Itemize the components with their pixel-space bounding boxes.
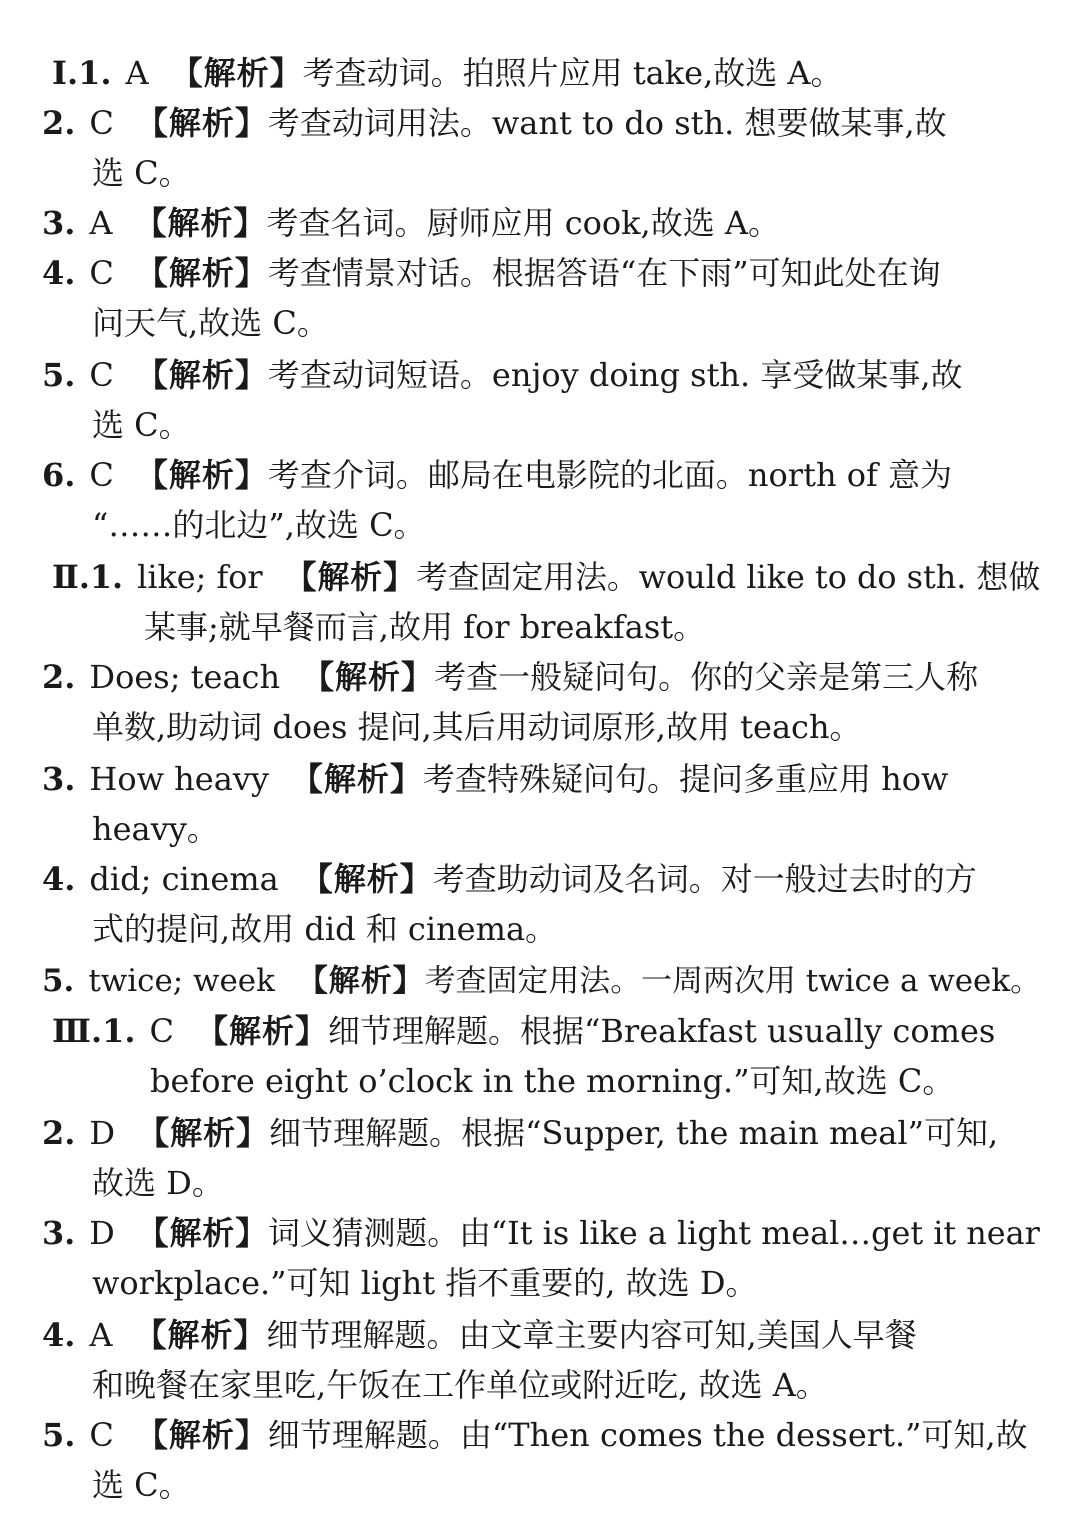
entry-first-line: [42, 1208, 1040, 1258]
analysis-text: 细节理解题。根据“Supper, the main meal”可知,: [269, 1114, 999, 1152]
question-number: 2.: [42, 104, 76, 142]
analysis-text: 考查动词。拍照片应用 take,故选 A。: [302, 54, 843, 92]
question-number: 2.: [42, 658, 76, 696]
analysis-tag: 【解析】: [302, 658, 435, 696]
analysis-tag: 【解析】: [296, 963, 425, 999]
answer-text: did; cinema: [89, 860, 279, 898]
analysis-tag: 【解析】: [290, 760, 423, 798]
entry-first-line: [42, 1310, 917, 1360]
entry-continuation-line: 式的提问,故用 did 和 cinema。: [92, 910, 558, 948]
entry-continuation-line: 单数,助动词 does 提问,其后用动词原形,故用 teach。: [92, 708, 862, 746]
entry-continuation-line: 故选 D。: [92, 1164, 224, 1202]
entry-continuation-line: 选 C。: [92, 154, 191, 192]
question-number: 3.: [42, 204, 76, 242]
analysis-text: 细节理解题。由“Then comes the dessert.”可知,故: [267, 1416, 1028, 1454]
analysis-text: 考查助动词及名词。对一般过去时的方: [432, 860, 977, 898]
answer-text: C: [89, 1416, 114, 1454]
answer-text: Does; teach: [89, 658, 281, 696]
section-label: Ⅲ.: [52, 1012, 103, 1050]
question-number: 4.: [42, 860, 76, 898]
question-number: 5.: [42, 1416, 76, 1454]
entry-first-line: [52, 1006, 995, 1056]
entry-first-line: [42, 98, 947, 148]
question-number: 2.: [42, 1114, 76, 1152]
analysis-text: 考查介词。邮局在电影院的北面。north of 意为: [267, 456, 953, 494]
analysis-tag: 【解析】: [196, 1012, 329, 1050]
entry-first-line: [42, 248, 941, 298]
answer-text: C: [89, 104, 114, 142]
analysis-tag: 【解析】: [135, 104, 268, 142]
entry-first-line: [42, 1410, 1028, 1460]
entry-first-line: [52, 48, 843, 98]
entry-continuation-line: 选 C。: [92, 406, 191, 444]
answer-text: C: [89, 456, 114, 494]
question-number: 5.: [42, 356, 76, 394]
section-label: Ⅱ.: [52, 558, 90, 596]
analysis-tag: 【解析】: [134, 204, 267, 242]
analysis-text: 考查一般疑问句。你的父亲是第三人称: [434, 658, 979, 696]
analysis-tag: 【解析】: [135, 1416, 268, 1454]
entry-continuation-line: 问天气,故选 C。: [92, 304, 329, 342]
analysis-text: 细节理解题。由文章主要内容可知,美国人早餐: [266, 1316, 917, 1354]
entry-first-line: [42, 956, 1041, 1006]
question-number: 1.: [78, 54, 112, 92]
section-label: Ⅰ.: [52, 54, 79, 92]
question-number: 5.: [42, 963, 75, 999]
question-number: 4.: [42, 1316, 76, 1354]
answer-text: A: [89, 1316, 113, 1354]
entry-first-line: [52, 552, 1040, 602]
question-number: 3.: [42, 1214, 76, 1252]
analysis-tag: 【解析】: [135, 356, 268, 394]
analysis-tag: 【解析】: [136, 1214, 269, 1252]
question-number: 4.: [42, 254, 76, 292]
analysis-text: 考查特殊疑问句。提问多重应用 how: [422, 760, 949, 798]
entry-continuation-line: “……的北边”,故选 C。: [92, 506, 426, 544]
entry-first-line: [42, 350, 963, 400]
entry-continuation-line: before eight o’clock in the morning.”可知,故选 C。: [150, 1062, 955, 1100]
answer-text: C: [89, 254, 114, 292]
answer-text: A: [89, 204, 113, 242]
answer-text: D: [89, 1214, 115, 1252]
answer-text: like; for: [137, 558, 263, 596]
analysis-tag: 【解析】: [300, 860, 433, 898]
entry-first-line: [42, 754, 948, 804]
answer-text: D: [89, 1114, 116, 1152]
answer-text: How heavy: [89, 760, 269, 798]
answer-text: C: [149, 1012, 174, 1050]
answer-text: A: [125, 54, 149, 92]
answer-text: C: [89, 356, 114, 394]
entry-first-line: [42, 1108, 998, 1158]
entry-continuation-line: heavy。: [92, 810, 219, 848]
analysis-text: 考查固定用法。would like to do sth. 想做: [415, 558, 1041, 596]
analysis-text: 考查情景对话。根据答语“在下雨”可知此处在询: [267, 254, 941, 292]
entry-first-line: [42, 854, 977, 904]
analysis-text: 考查固定用法。一周两次用 twice a week。: [424, 963, 1042, 999]
analysis-tag: 【解析】: [134, 1316, 267, 1354]
analysis-tag: 【解析】: [135, 456, 268, 494]
question-number: 3.: [42, 760, 76, 798]
entry-first-line: [42, 198, 780, 248]
question-number: 1.: [102, 1012, 136, 1050]
analysis-text: 词义猜测题。由“It is like a light meal…get it near: [268, 1214, 1040, 1252]
entry-first-line: [42, 652, 978, 702]
analysis-text: 细节理解题。根据“Breakfast usually comes: [328, 1012, 996, 1050]
question-number: 1.: [89, 558, 124, 596]
entry-continuation-line: workplace.”可知 light 指不重要的, 故选 D。: [92, 1264, 758, 1302]
analysis-text: 考查动词短语。enjoy doing sth. 享受做某事,故: [267, 356, 963, 394]
entry-continuation-line: 某事;就早餐而言,故用 for breakfast。: [144, 608, 706, 646]
analysis-tag: 【解析】: [170, 54, 303, 92]
analysis-text: 考查名词。厨师应用 cook,故选 A。: [266, 204, 781, 242]
entry-continuation-line: 选 C。: [92, 1466, 191, 1504]
analysis-tag: 【解析】: [284, 558, 416, 596]
question-number: 6.: [42, 456, 76, 494]
analysis-tag: 【解析】: [135, 254, 268, 292]
analysis-text: 考查动词用法。want to do sth. 想要做某事,故: [267, 104, 947, 142]
entry-first-line: [42, 450, 952, 500]
answer-text: twice; week: [88, 963, 275, 999]
analysis-tag: 【解析】: [137, 1114, 270, 1152]
entry-continuation-line: 和晚餐在家里吃,午饭在工作单位或附近吃, 故选 A。: [92, 1366, 828, 1404]
